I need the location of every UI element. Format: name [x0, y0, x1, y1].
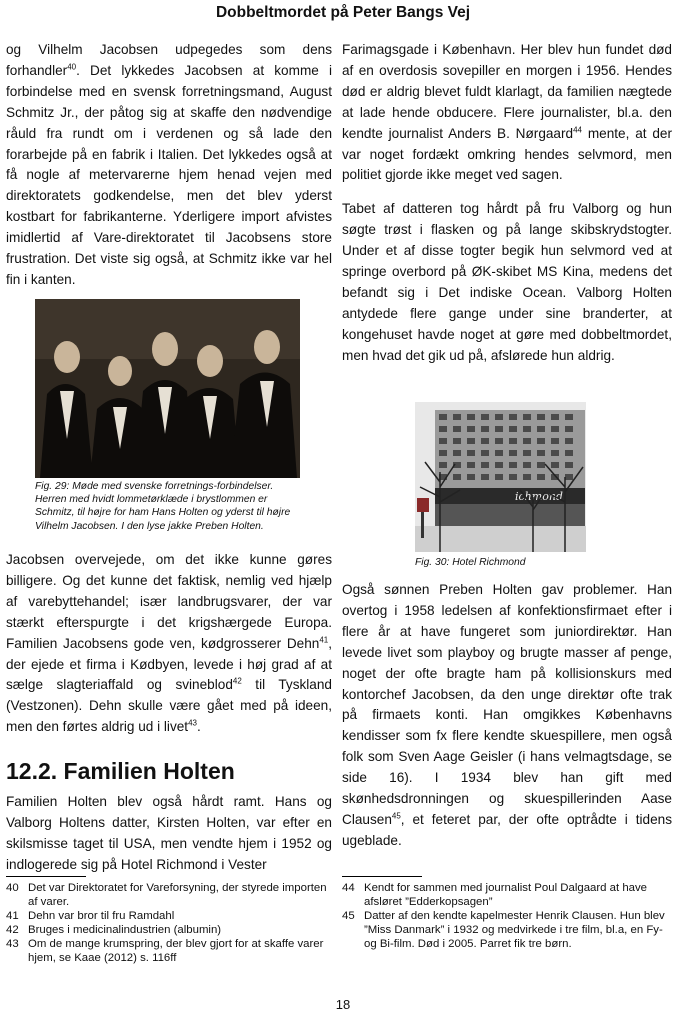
paragraph: Jacobsen overvejede, om det ikke kunne gøres billigere. Og det kunne det faktisk, nemlig ved hjælp af varebyttehandel; især landbrugsvarer, der var stærkt efterspurgte i det krigshærgede Europa. Familien Jacobsens gode ven, kødgrosserer Dehn$^{41}$, der ejede et firma i Kødbyen, levede i høj grad af at sælge slagteriaffald og svineblod$^{42}$ til Tyskland (Vestzonen). Dehn skulle være gået med på ideen, men den førtes aldrig ud i livet$^{43}$. — [6, 552, 332, 735]
right-column — [342, 40, 672, 367]
figure-30-caption: Fig. 30: Hotel Richmond — [415, 557, 526, 568]
hotel-photo — [415, 402, 586, 552]
footnote-divider — [342, 876, 422, 877]
paragraph: og Vilhelm Jacobsen udpegedes som dens forhandler$^{40}$. Det lykkedes Jacobsen at komme i forbindelse med en svensk forretningsmand, August Schmitz Jr., der påtog sig at skaffe den nødvendige råuld fra rundt om i verdenen og så lade den forarbejde på en fabrik i Italien. Det lykkedes også at få nogle af metervarerne hjem henad vejen med direktoratets godkendelse, men det blev yderst kostbart for fabrikanterne. Yderligere import afvistes imidlertid af Vare-direktoratet til Jacobsens store frustration. Det viste sig også, at Schmitz ikke var hel fin i kanten. — [6, 42, 332, 287]
footnote-item: 43 Om de mange krumspring, der blev gjort for at skaffe varer hjem, se Kaae (2012) s. 116ff — [6, 938, 324, 964]
paragraph: Familien Holten blev også hårdt ramt. Hans og Valborg Holtens datter, Kirsten Holten, var efter en skilsmisse taget til USA, men vendte hjem i 1952 og indlogerede sig på Hotel Richmond i Vester — [6, 794, 332, 872]
left-column-lower — [6, 550, 332, 738]
footnote-ref[interactable]: 44 — [573, 125, 582, 135]
paragraph: Farimagsgade i København. Her blev hun fundet død af en overdosis sovepiller en morgen i 1956. Hendes død er aldrig blevet fuldt klarlagt, da familien nægtede at lade hende obducere. Flere journalister, bl.a. den kendte journalist Anders B. Nørgaard$^{44}$ mente, at der var noget fordækt omkring hendes selvmord, men politiet gjorde ikke meget ved sagen. — [342, 42, 673, 183]
footnotes-left — [6, 881, 332, 965]
meeting-photo — [35, 299, 300, 478]
meeting-photo-drawing — [35, 299, 300, 478]
footnote-item: 42 Bruges i medicinalindustrien (albumin) — [6, 924, 222, 936]
paragraph: Tabet af datteren tog hårdt på fru Valborg og hun søgte trøst i flasken og på lange skibskrydstogter. Under et af disse togter begik hun selvmord ved at springe overbord på ØK-skibet MS Kina, medens det befandt sig i Det indiske Ocean. Valborg Holten antydede flere gange under sine branderter, at kongehuset havde noget at gøre med dobbeltmordet, men hvad det gik ud på, afslørede hun aldrig. — [342, 201, 672, 363]
footnote-ref[interactable]: 41 — [319, 635, 329, 645]
footnote-ref[interactable]: 45 — [391, 811, 401, 821]
footnote-item: 40 Det var Direktoratet for Vareforsyning, der styrede importen af varer. — [6, 882, 327, 908]
left-column — [6, 40, 332, 291]
footnotes-right — [342, 881, 672, 951]
footnote-item: 45 Datter af den kendte kapelmester Henrik Clausen. Hun blev ”Miss Danmark” i 1932 og medvirkede i tre film, bl.a, en Fy- og Bi-film. Død i 2005. Parret fik tre børn. — [342, 910, 665, 950]
page-number: 18 — [335, 997, 351, 1012]
right-column-lower — [342, 580, 672, 852]
footnote-ref[interactable]: 40 — [67, 62, 77, 72]
running-header: Dobbeltmordet på Peter Bangs Vej — [215, 4, 471, 21]
footnote-item: 44 Kendt for sammen med journalist Poul Dalgaard at have afsløret ”Edderkopsagen” — [342, 882, 648, 908]
figure-29-caption: Fig. 29: Møde med svenske forretnings-forbindelser. Herren med hvidt lommetørklæde i brystlommen er Schmitz, til højre for ham Hans Holten og yderst til højre Vilhelm Jacobsen. I den lyse jakke Preben Holten. — [35, 481, 291, 532]
paragraph: Også sønnen Preben Holten gav problemer. Han overtog i 1958 ledelsen af konfektionsfirmaet efter i flere år at have fungeret som juniordirektør. Han levede livet som playboy og brugte masser af penge, noget der ofte bragte ham på kollisionskurs med kontorchef Jacobsen, da den unge direktør ofte trak på firmaets konti. Han omgikkes Københavns kendisser som fx flere kendte skuespillere, men også folk som Sven Aage Geisler (i hans velmagtsdage, se side 16). I 1934 blev han gift med skønhedsdronningen og skuespillerinden Aase Clausen$^{45}$, et feteret par, der ofte optrådte i tidens ugeblade. — [342, 582, 672, 848]
hotel-sign: ichmond — [515, 490, 563, 503]
left-column-section — [6, 792, 332, 876]
section-heading: 12.2. Familien Holten — [6, 758, 235, 784]
hotel-photo-drawing — [415, 402, 586, 552]
footnote-ref[interactable]: 42 — [232, 676, 242, 686]
footnote-item: 41 Dehn var bror til fru Ramdahl — [6, 910, 175, 922]
footnote-divider — [6, 876, 86, 877]
footnote-ref[interactable]: 43 — [188, 718, 197, 728]
